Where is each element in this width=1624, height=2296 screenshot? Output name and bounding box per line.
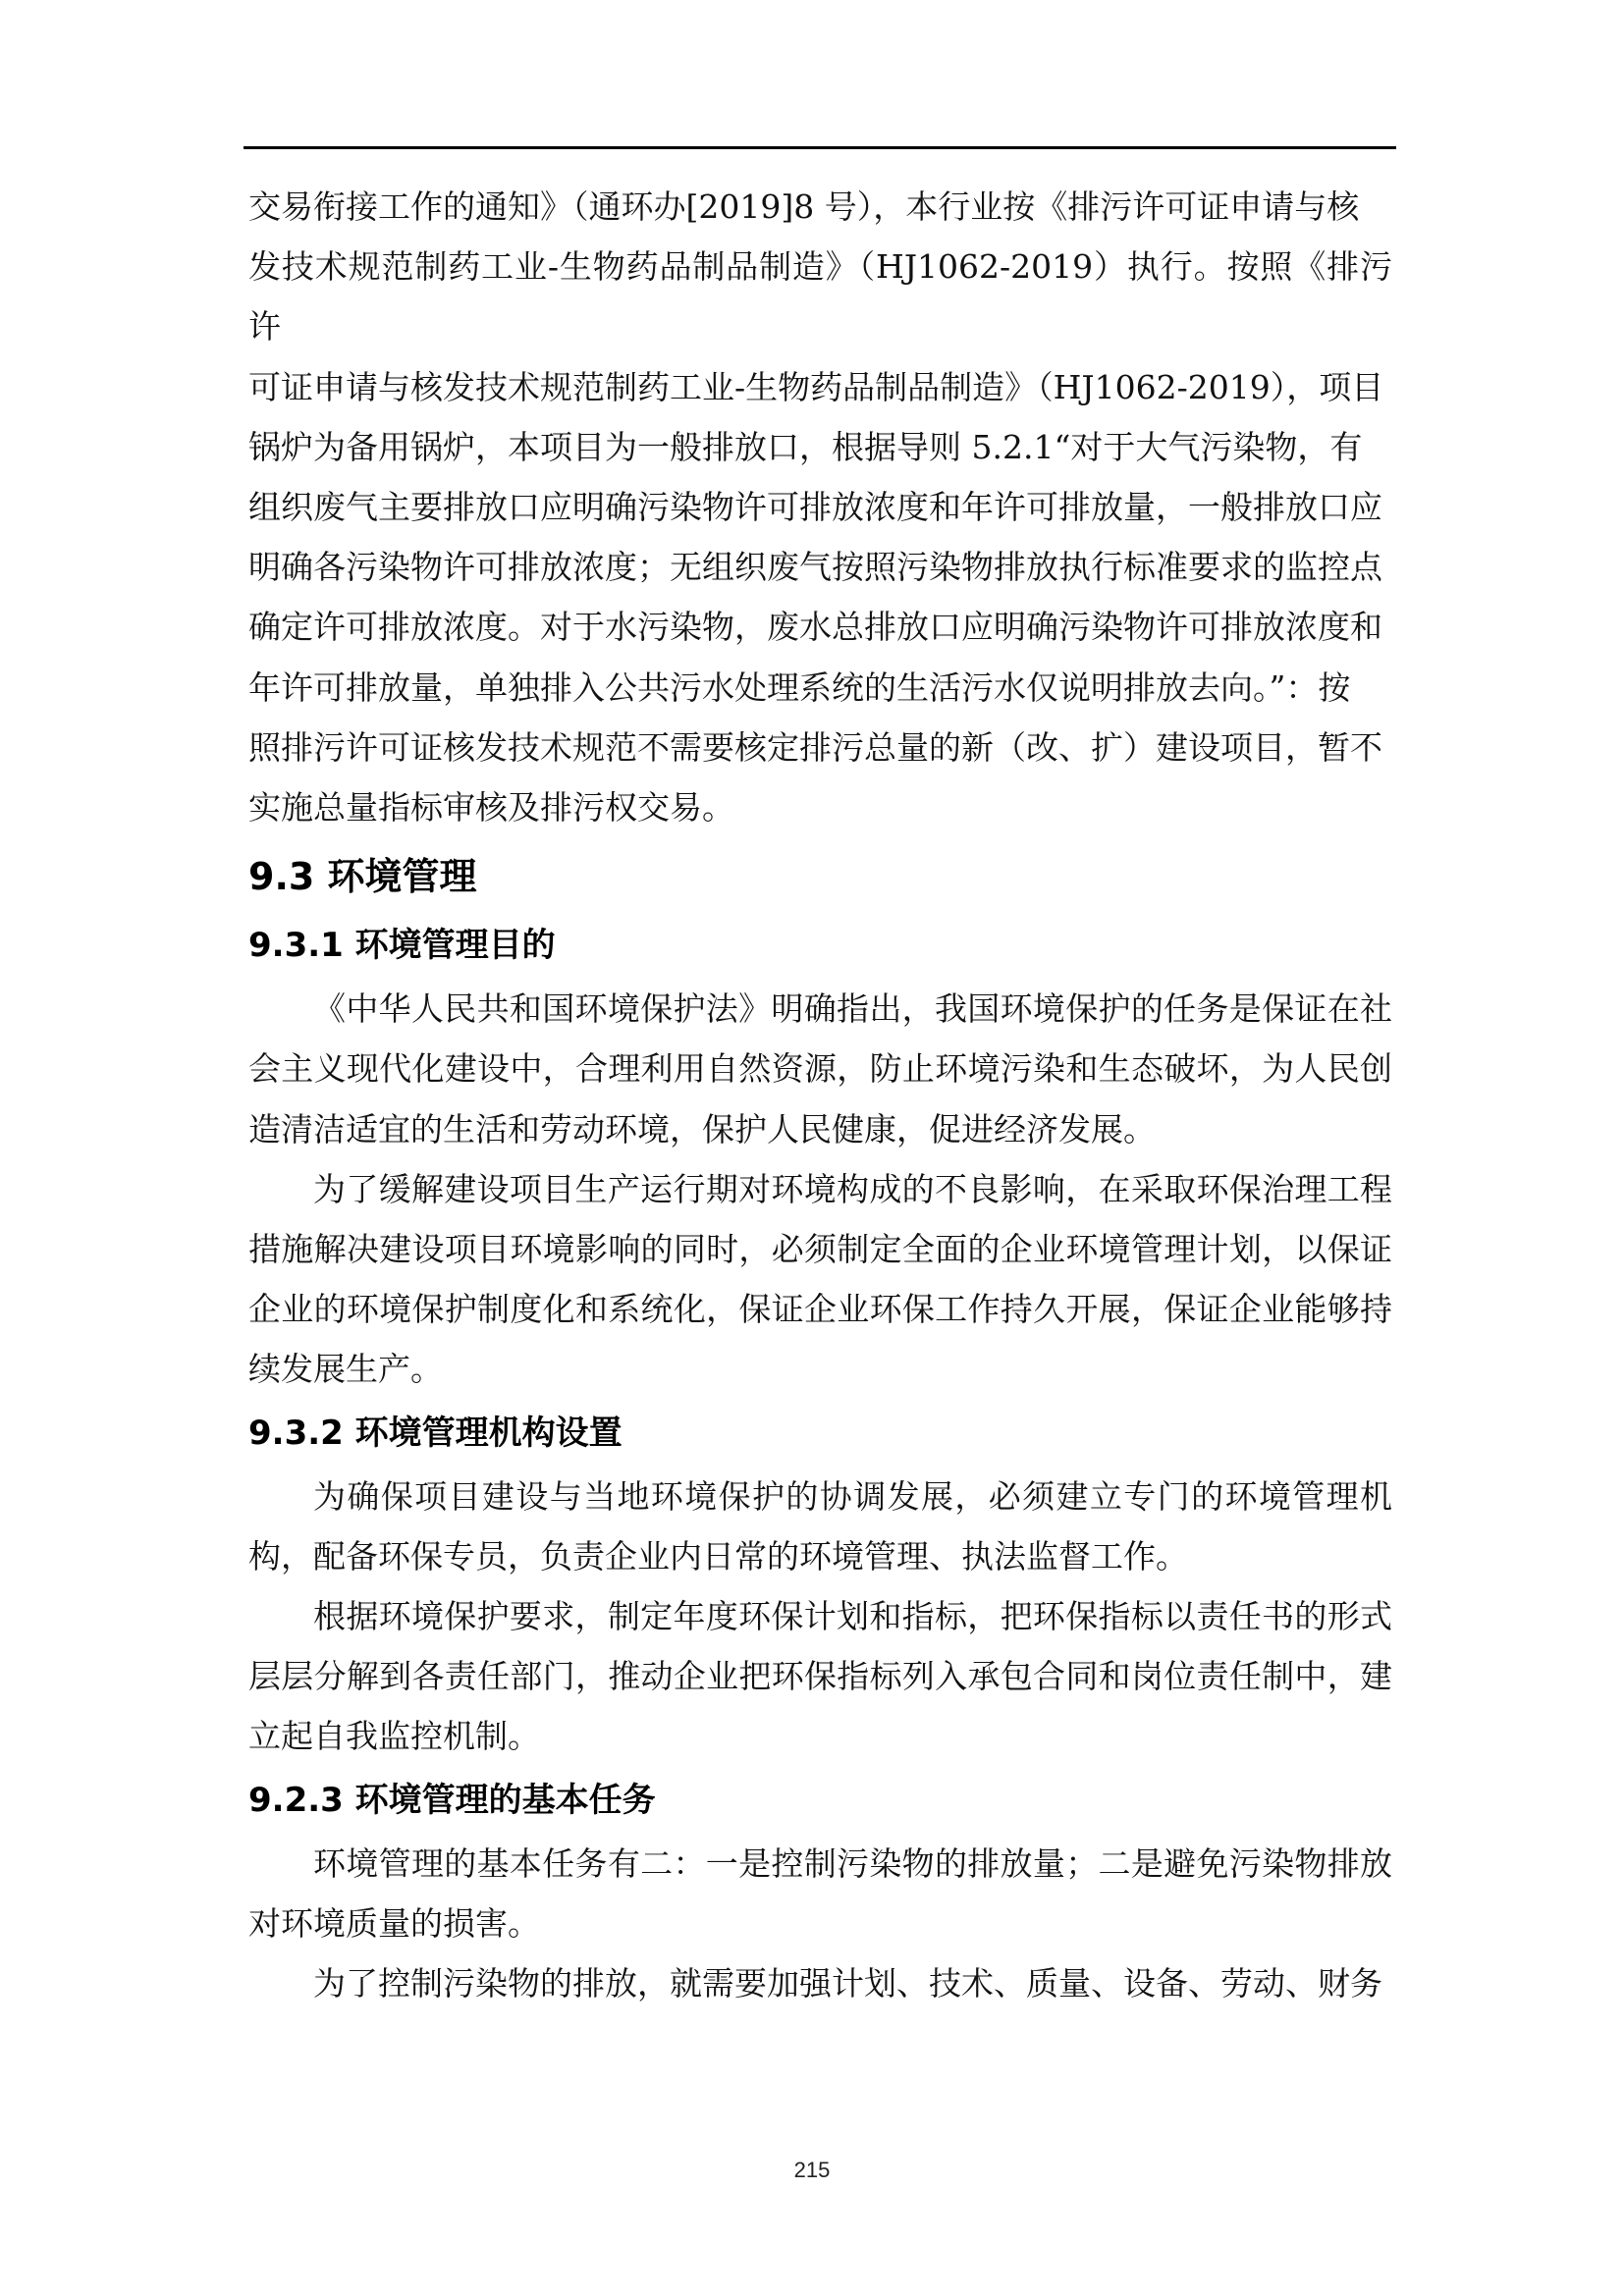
paragraph-9-3-1-a: 《中华人民共和国环境保护法》明确指出，我国环境保护的任务是保证在社会主义现代化建设中，合理利用自然资源，防止环境污染和生态破坏，为人民创造清洁适宜的生活和劳动环境，保护人民健康，促进经济发展。 [248, 989, 1392, 1148]
intro-line: 实施总量指标审核及排污权交易。 [248, 788, 734, 828]
section-heading-9-2-3: 9.2.3 环境管理的基本任务 [248, 1780, 656, 1820]
intro-line: 可证申请与核发技术规范制药工业-生物药品制品制造》（HJ1062-2019），项目 [248, 367, 1384, 406]
page-body [248, 177, 1392, 2013]
section-heading-9-3-2: 9.3.2 环境管理机构设置 [248, 1413, 623, 1453]
intro-line: 照排污许可证核发技术规范不需要核定排污总量的新（改、扩）建设项目，暂不 [248, 727, 1382, 767]
intro-line: 年许可排放量，单独排入公共污水处理系统的生活污水仅说明排放去向。”：按 [248, 667, 1351, 707]
intro-line: 锅炉为备用锅炉，本项目为一般排放口，根据导则 5.2.1“对于大气污染物，有 [248, 427, 1363, 466]
header-rule [244, 146, 1396, 149]
section-heading-9-3-1: 9.3.1 环境管理目的 [248, 926, 556, 966]
intro-paragraph [248, 177, 1392, 837]
intro-line: 组织废气主要排放口应明确污染物许可排放浓度和年许可排放量，一般排放口应 [248, 488, 1382, 527]
paragraph-9-3-1-b: 为了缓解建设项目生产运行期对环境构成的不良影响，在采取环保治理工程措施解决建设项目环境影响的同时，必须制定全面的企业环境管理计划，以保证企业的环境保护制度化和系统化，保证企业环保工作持久开展，保证企业能够持续发展生产。 [248, 1169, 1392, 1389]
paragraph-9-2-3-b: 为了控制污染物的排放，就需要加强计划、技术、质量、设备、劳动、财务 [313, 1964, 1382, 2003]
intro-line: 确定许可排放浓度。对于水污染物，废水总排放口应明确污染物许可排放浓度和 [248, 608, 1382, 647]
intro-line: 交易衔接工作的通知》（通环办[2019]8 号），本行业按《排污许可证申请与核 [248, 187, 1360, 226]
intro-line: 明确各污染物许可排放浓度；无组织废气按照污染物排放执行标准要求的监控点 [248, 548, 1382, 587]
section-heading-9-3: 9.3 环境管理 [248, 855, 477, 899]
paragraph-9-3-2-b: 根据环境保护要求，制定年度环保计划和指标，把环保指标以责任书的形式层层分解到各责任部门，推动企业把环保指标列入承包合同和岗位责任制中，建立起自我监控机制。 [248, 1597, 1392, 1756]
paragraph-9-3-2-a: 为确保项目建设与当地环境保护的协调发展，必须建立专门的环境管理机构，配备环保专员，负责企业内日常的环境管理、执法监督工作。 [248, 1476, 1392, 1575]
paragraph-9-2-3-a: 环境管理的基本任务有二：一是控制污染物的排放量；二是避免污染物排放对环境质量的损害。 [248, 1843, 1392, 1943]
intro-line: 发技术规范制药工业-生物药品制品制造》（HJ1062-2019）执行。按照《排污许 [248, 247, 1392, 347]
page-number: 215 [793, 2158, 831, 2182]
